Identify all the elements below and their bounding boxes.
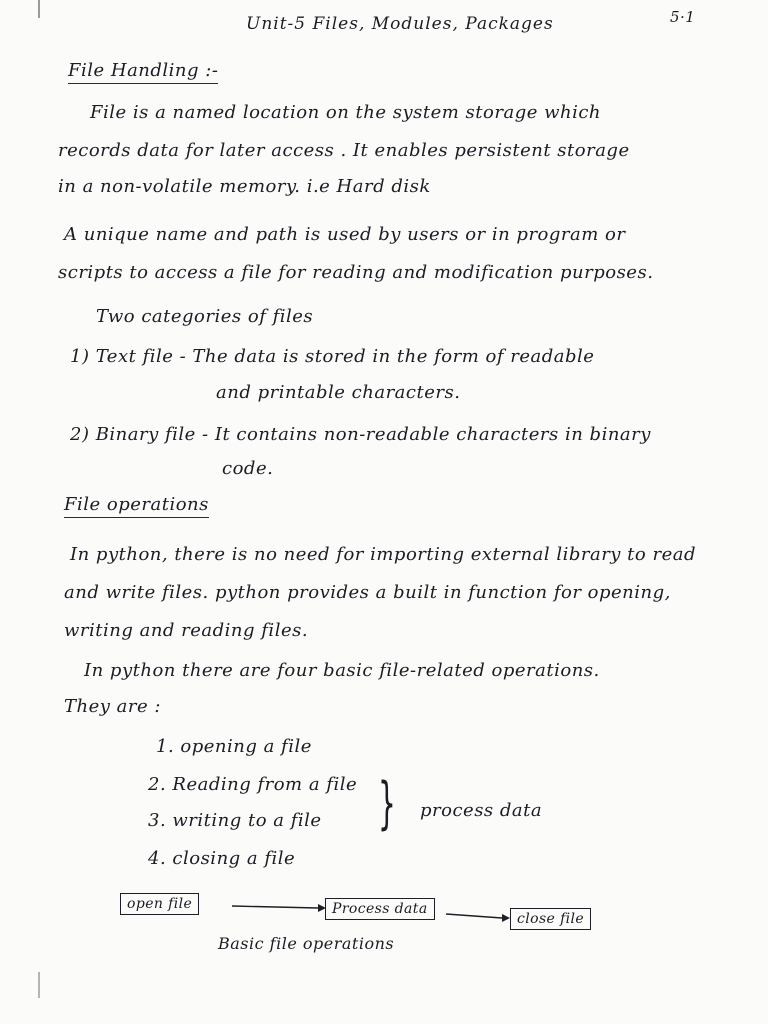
paragraph-line: in a non-volatile memory. i.e Hard disk: [58, 176, 431, 197]
operation-step: 3. writing to a file: [148, 810, 322, 831]
diagram-box-open-file: open file: [120, 893, 199, 915]
page-title: Unit-5 Files, Modules, Packages: [246, 14, 554, 34]
list-item-text-file: 1) Text file - The data is stored in the form of readable: [70, 346, 595, 367]
operation-step: 1. opening a file: [156, 736, 312, 757]
diagram-box-process-data: Process data: [325, 898, 435, 920]
paragraph-line: writing and reading files.: [64, 620, 309, 641]
page-number: 5·1: [670, 8, 696, 26]
paragraph-line: File is a named location on the system storage which: [90, 102, 602, 123]
section-heading-file-operations: File operations: [64, 494, 209, 518]
paragraph-line: In python, there is no need for importing external library to read: [70, 544, 696, 565]
categories-intro: Two categories of files: [96, 306, 314, 327]
list-item-continuation: code.: [222, 458, 274, 479]
paragraph-line: scripts to access a file for reading and modification purposes.: [58, 262, 654, 283]
list-item-continuation: and printable characters.: [216, 382, 461, 403]
brace-label: process data: [420, 800, 543, 821]
paragraph-line: They are :: [64, 696, 161, 717]
arrow-open-to-process: [232, 906, 318, 908]
paragraph-line: records data for later access . It enables persistent storage: [58, 140, 630, 161]
arrow-process-to-close: [446, 914, 502, 918]
paragraph-line: In python there are four basic file-related operations.: [84, 660, 600, 681]
arrowhead-icon: [502, 914, 510, 922]
curly-brace-icon: }: [378, 771, 396, 836]
list-item-binary-file: 2) Binary file - It contains non-readable characters in binary: [70, 424, 651, 445]
diagram-caption: Basic file operations: [218, 934, 395, 953]
paragraph-line: A unique name and path is used by users or in program or: [64, 224, 626, 245]
section-heading-file-handling: File Handling :-: [68, 60, 218, 84]
operation-step: 2. Reading from a file: [148, 774, 358, 795]
arrowhead-icon: [318, 904, 326, 912]
paragraph-line: and write files. python provides a built in function for opening,: [64, 582, 671, 603]
diagram-box-close-file: close file: [510, 908, 591, 930]
operation-step: 4. closing a file: [148, 848, 296, 869]
